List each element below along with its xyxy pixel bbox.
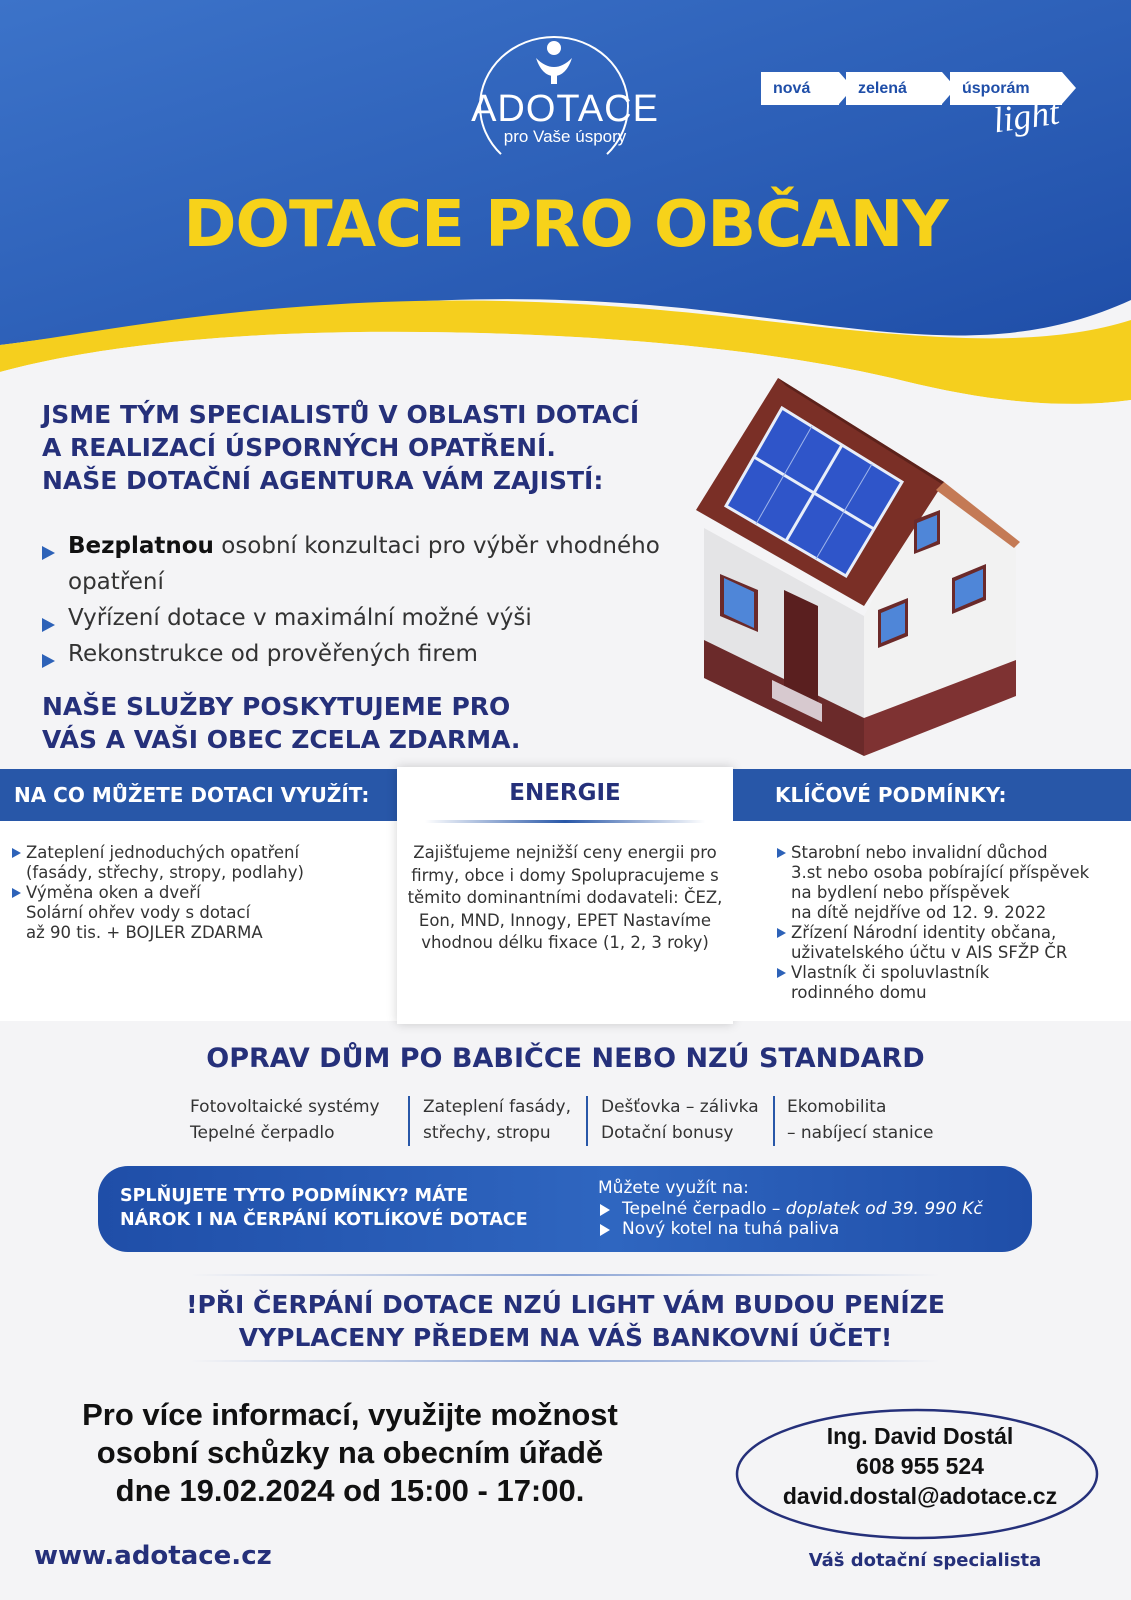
contact-name: Ing. David Dostál (826, 1423, 1014, 1449)
benefit-item (42, 528, 662, 600)
logo-wordmark: ADOTACE (471, 88, 659, 130)
uses-list (10, 843, 387, 863)
payout-notice (0, 1288, 1131, 1354)
boiler-options-list (598, 1199, 1018, 1239)
option-note: doplatek od 39. 990 Kč (785, 1199, 983, 1219)
contact-email[interactable]: david.dostal@adotace.cz (782, 1483, 1058, 1509)
standard-item: Tepelné čerpadlo (190, 1123, 335, 1143)
meeting-line: dne 19.02.2024 od 15:00 - 17:00. (115, 1473, 585, 1508)
energy-divider (425, 820, 705, 823)
standard-heading: OPRAV DŮM PO BABIČCE NEBO NZÚ STANDARD (206, 1043, 925, 1074)
logo-tagline: pro Vaše úspory (503, 127, 627, 146)
notice-line: VYPLACENY PŘEDEM NA VÁŠ BANKOVNÍ ÚČET! (238, 1323, 893, 1352)
conditions-list (775, 963, 1121, 983)
standard-item: Dešťovka – zálivka (601, 1097, 759, 1117)
list-item-continued: (fasády, střechy, stropy, podlahy) (26, 863, 304, 882)
list-item-continued: Solární ohřev vody s dotací (26, 903, 251, 922)
boiler-options (598, 1178, 1018, 1239)
intro-line: A REALIZACÍ ÚSPORNÝCH OPATŘENÍ. (42, 433, 556, 462)
free-service-line: NAŠE SLUŽBY POSKYTUJEME PRO (42, 692, 511, 721)
benefit-item: Vyřízení dotace v maximální možné výši (42, 600, 662, 636)
free-service-note (42, 690, 682, 756)
standard-item: střechy, stropu (423, 1123, 551, 1143)
meeting-line: osobní schůzky na obecním úřadě (96, 1435, 604, 1470)
boiler-question-line: SPLŇUJETE TYTO PODMÍNKY? MÁTE (120, 1186, 469, 1206)
boiler-options-label: Můžete využít na: (598, 1178, 749, 1198)
benefits-list (42, 528, 662, 672)
benefit-item: Rekonstrukce od prověřených firem (42, 636, 662, 672)
standard-item: – nabíjecí stanice (787, 1123, 934, 1143)
house-solar-illustration (696, 378, 1036, 756)
energy-description: Zajišťujeme nejnižší ceny energii pro firmy, obce i domy Spolupracujeme s těmito dominantními dodavateli: ČEZ, Eon, MND, Innogy, EPET Nastavíme vhodnou délku fixace (1, 2, 3 roky) (407, 843, 723, 952)
page-title: DOTACE PRO OBČANY (183, 188, 948, 262)
list-item-continued: rodinného domu (791, 983, 927, 1002)
program-tag-nova: nová (761, 72, 839, 105)
conditions-list (775, 923, 1121, 943)
list-item-continued: 3.st nebo osoba pobírající příspěvek (791, 863, 1090, 882)
intro-line: NAŠE DOTAČNÍ AGENTURA VÁM ZAJISTÍ: (42, 466, 604, 495)
standard-separator (408, 1096, 410, 1146)
contact-phone[interactable]: 608 955 524 (856, 1453, 984, 1479)
program-tag-usporam: úsporám (950, 72, 1062, 105)
standard-separator (773, 1096, 775, 1146)
boiler-question (120, 1184, 580, 1232)
energy-heading: ENERGIE (509, 780, 621, 806)
list-item (598, 1199, 1018, 1219)
standard-item: Dotační bonusy (601, 1123, 734, 1143)
standard-column (601, 1094, 759, 1146)
contact-role: Váš dotační specialista (808, 1550, 1042, 1571)
list-item: Starobní nebo invalidní důchod (775, 843, 1121, 863)
intro-line: JSME TÝM SPECIALISTŮ V OBLASTI DOTACÍ (42, 400, 640, 429)
divider (190, 1274, 940, 1276)
option-text: Tepelné čerpadlo – (622, 1199, 786, 1219)
logo-figure-icon (534, 40, 574, 88)
notice-line: !PŘI ČERPÁNÍ DOTACE NZÚ LIGHT VÁM BUDOU PENÍZE (186, 1290, 945, 1319)
website-link[interactable]: www.adotace.cz (34, 1541, 272, 1571)
benefit-bold: Bezplatnou (68, 533, 214, 559)
program-tag-light: light (990, 91, 1062, 141)
uses-list (10, 883, 387, 903)
list-item: Vlastník či spoluvlastník (775, 963, 1121, 983)
contact-card (745, 1421, 1095, 1511)
list-item-continued: až 90 tis. + BOJLER ZDARMA (26, 923, 263, 942)
divider (190, 1360, 940, 1362)
conditions-panel (733, 821, 1131, 1021)
free-service-line: VÁS A VAŠI OBEC ZCELA ZDARMA. (42, 725, 521, 754)
standard-column (787, 1094, 934, 1146)
standard-item: Ekomobilita (787, 1097, 887, 1117)
uses-heading: NA CO MŮŽETE DOTACI VYUŽÍT: (0, 769, 397, 821)
conditions-heading: KLÍČOVÉ PODMÍNKY: (733, 769, 1131, 821)
standard-separator (586, 1096, 588, 1146)
list-item-continued: na bydlení nebo příspěvek (791, 883, 1010, 902)
standard-column (190, 1094, 380, 1146)
benefit-text: osobní konzultaci pro výběr vhodného opatření (68, 533, 660, 595)
list-item: Nový kotel na tuhá paliva (598, 1219, 1018, 1239)
list-item: Výměna oken a dveří (10, 883, 387, 903)
intro-heading (42, 398, 702, 497)
uses-panel (0, 821, 397, 1021)
conditions-list (775, 843, 1121, 863)
list-item: Zateplení jednoduchých opatření (10, 843, 387, 863)
standard-item: Fotovoltaické systémy (190, 1097, 380, 1117)
list-item: Zřízení Národní identity občana, (775, 923, 1121, 943)
standard-item: Zateplení fasády, (423, 1097, 571, 1117)
program-tag-zelena: zelená (846, 72, 942, 105)
list-item-continued: uživatelského účtu v AIS SFŽP ČR (791, 943, 1068, 962)
meeting-line: Pro více informací, využijte možnost (82, 1397, 618, 1432)
standard-column (423, 1094, 571, 1146)
boiler-question-line: NÁROK I NA ČERPÁNÍ KOTLÍKOVÉ DOTACE (120, 1210, 528, 1230)
list-item-continued: na dítě nejdříve od 12. 9. 2022 (791, 903, 1047, 922)
meeting-info (40, 1396, 660, 1510)
